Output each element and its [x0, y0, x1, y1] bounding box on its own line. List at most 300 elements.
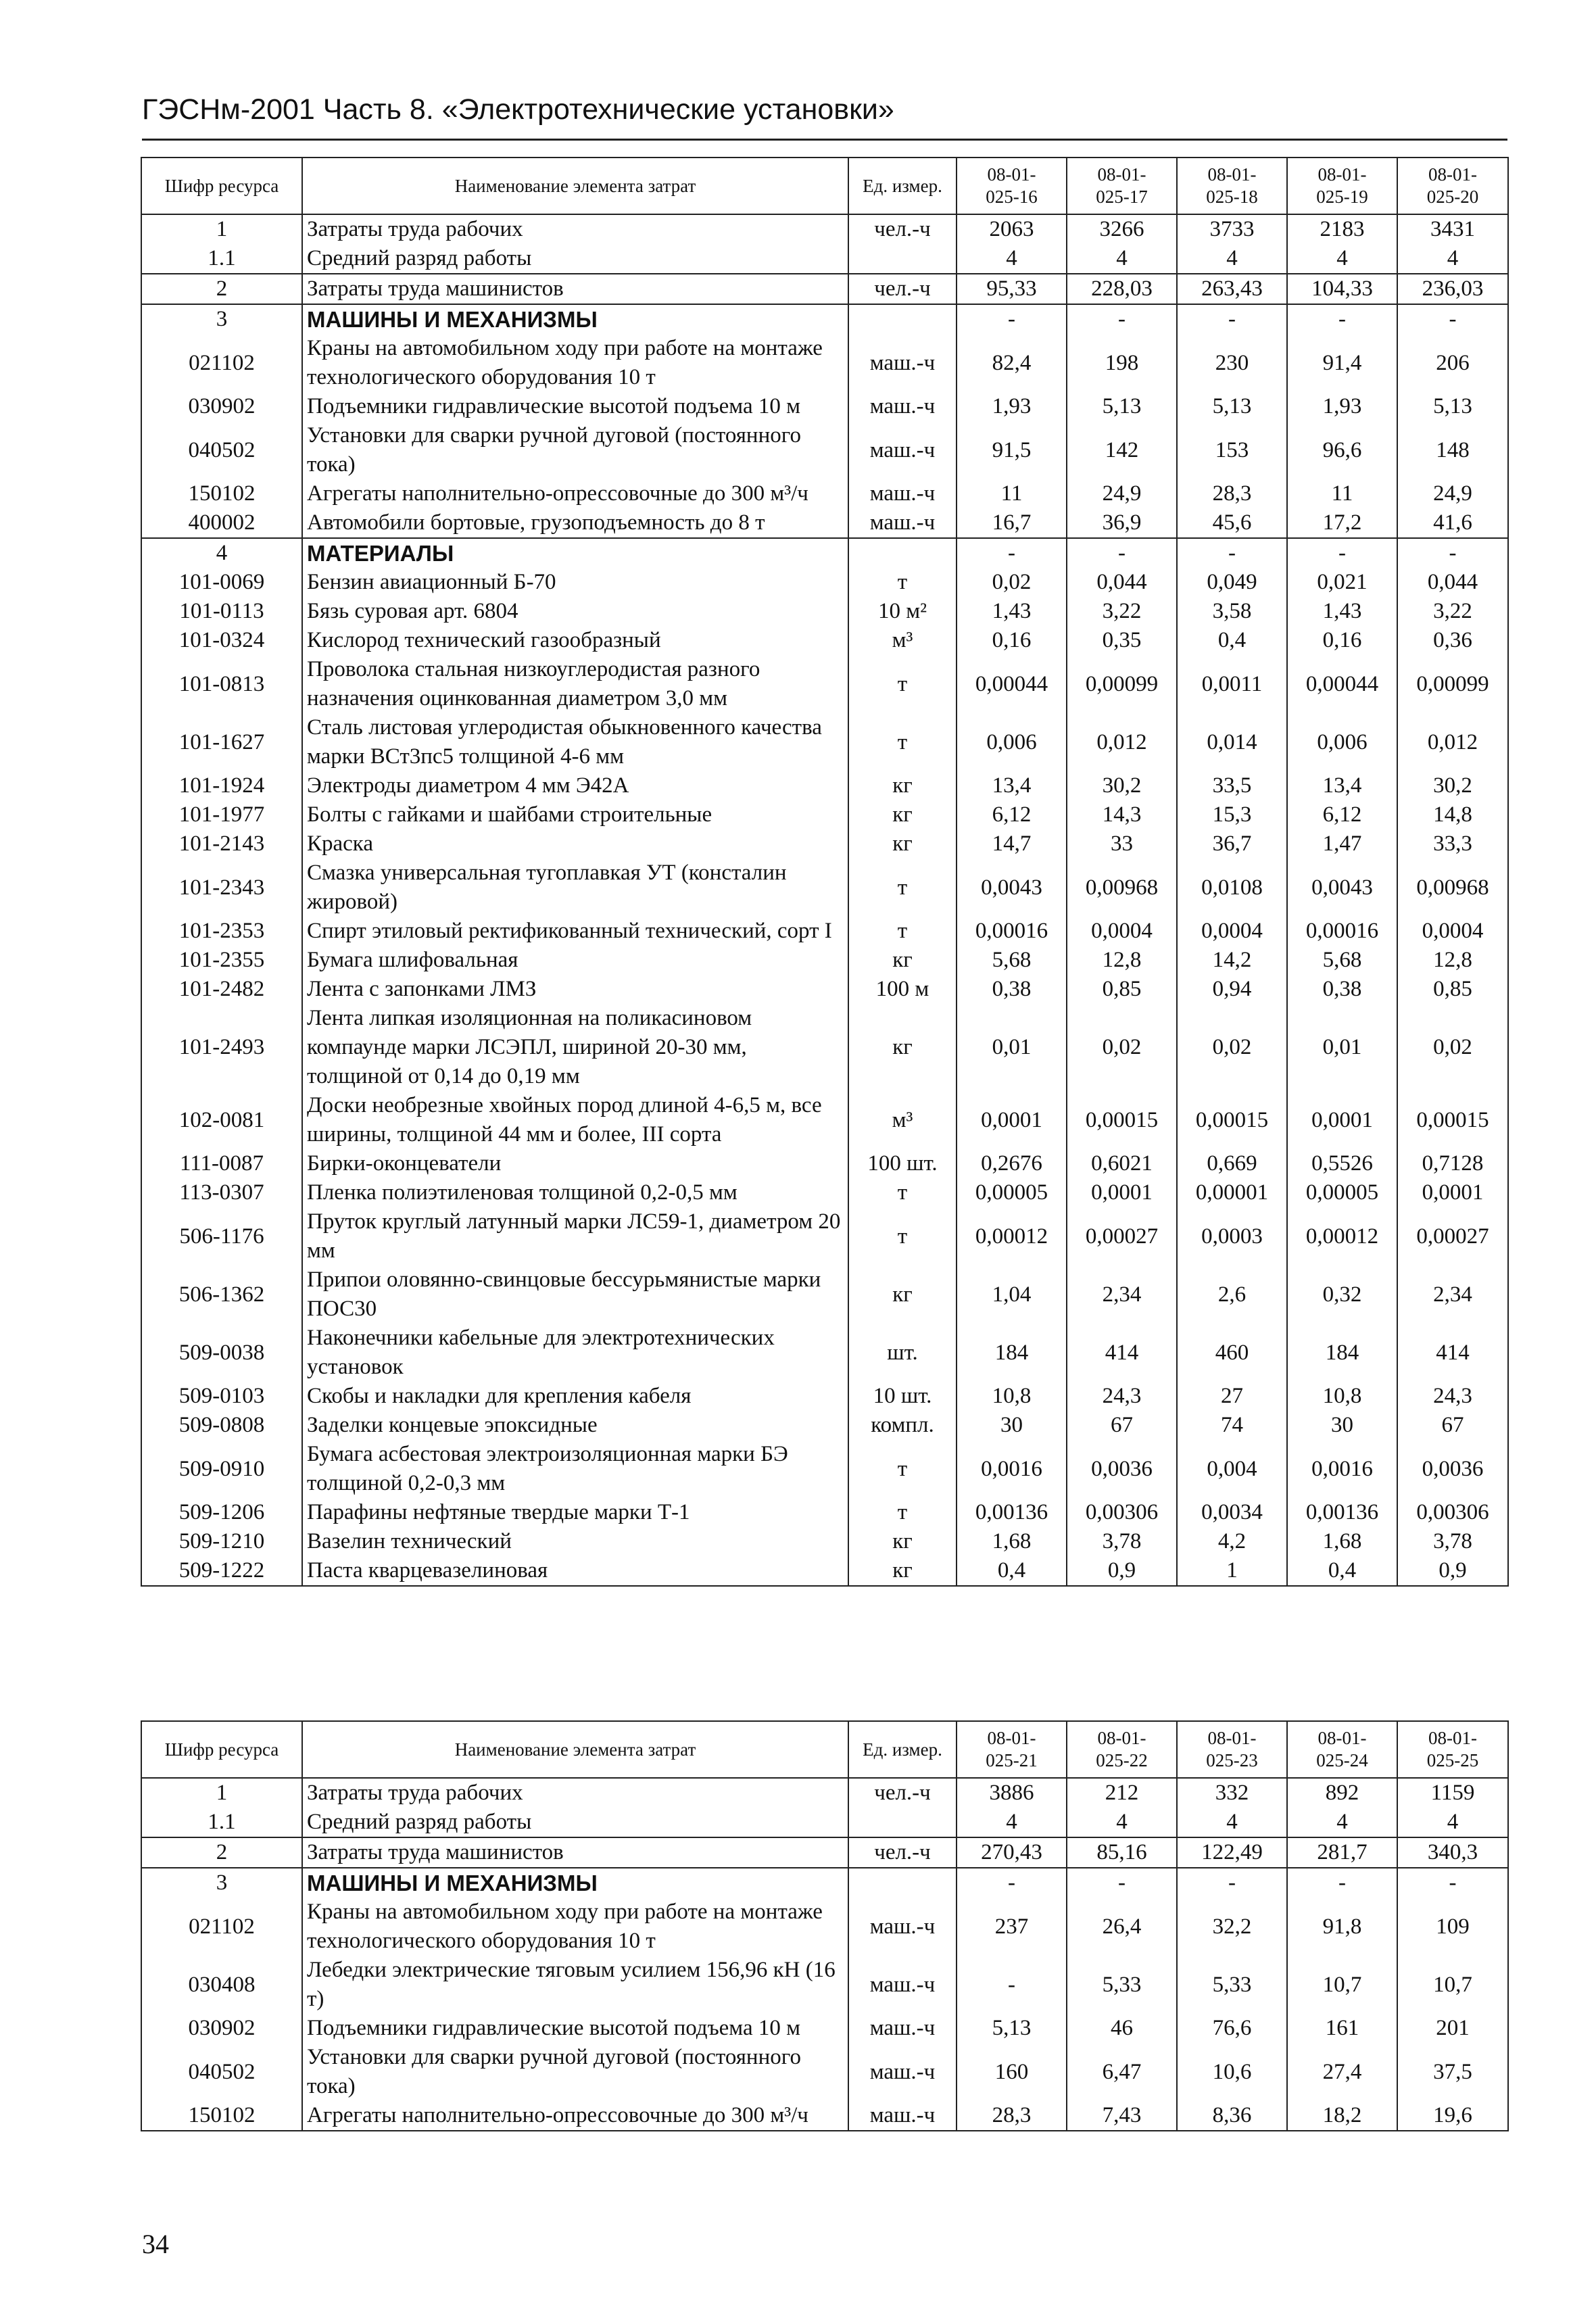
norm-value: 3,58 — [1177, 597, 1287, 626]
norm-value: 14,3 — [1067, 800, 1177, 829]
norm-value: 30,2 — [1067, 771, 1177, 800]
norm-value: 0,0001 — [1067, 1178, 1177, 1207]
table-row — [141, 334, 1508, 392]
column-header-norm: 08-01- 025-24 — [1287, 1721, 1397, 1778]
resource-name: Пленка полиэтиленовая толщиной 0,2-0,5 мм — [302, 1178, 848, 1207]
norm-value: 414 — [1397, 1324, 1508, 1382]
table-row — [141, 1411, 1508, 1440]
norm-value: 82,4 — [957, 334, 1067, 392]
column-header-code: Шифр ресурса — [141, 1721, 302, 1778]
norm-value: 0,00012 — [957, 1207, 1067, 1265]
unit-cell: 100 шт. — [848, 1149, 957, 1178]
norm-value: 11 — [1287, 479, 1397, 508]
norm-value: 0,00005 — [957, 1178, 1067, 1207]
norm-value: 14,8 — [1397, 800, 1508, 829]
page-header: ГЭСНм-2001 Часть 8. «Электротехнические установки» — [142, 93, 894, 126]
norm-value: 1,47 — [1287, 829, 1397, 859]
unit-cell: маш.-ч — [848, 479, 957, 508]
norm-value: 3733 — [1177, 214, 1287, 244]
norm-value: 0,5526 — [1287, 1149, 1397, 1178]
norm-value: 0,006 — [957, 713, 1067, 771]
norm-value: 15,3 — [1177, 800, 1287, 829]
resource-name: Электроды диаметром 4 мм Э42А — [302, 771, 848, 800]
unit-cell: маш.-ч — [848, 2043, 957, 2101]
norm-value: 0,38 — [1287, 975, 1397, 1004]
norm-value: 0,0036 — [1067, 1440, 1177, 1498]
unit-cell: чел.-ч — [848, 1778, 957, 1808]
table-row — [141, 655, 1508, 713]
unit-cell — [848, 1868, 957, 1898]
table-header-row — [141, 158, 1508, 214]
resource-name: Средний разряд работы — [302, 1808, 848, 1837]
norm-value: 0,021 — [1287, 568, 1397, 597]
table-row — [141, 1527, 1508, 1556]
norm-value: - — [1177, 538, 1287, 568]
resource-name: Паста кварцевазелиновая — [302, 1556, 848, 1586]
norm-value: 3431 — [1397, 214, 1508, 244]
unit-cell — [848, 244, 957, 274]
resource-name: Агрегаты наполнительно-опрессовочные до 300 м³/ч — [302, 479, 848, 508]
norm-value: 27 — [1177, 1382, 1287, 1411]
norm-value: 0,00968 — [1397, 859, 1508, 917]
norm-value: 0,38 — [957, 975, 1067, 1004]
norm-value: 36,9 — [1067, 508, 1177, 538]
resource-code: 113-0307 — [141, 1178, 302, 1207]
norm-value: 3,22 — [1397, 597, 1508, 626]
norm-value: 263,43 — [1177, 274, 1287, 304]
resource-code: 030902 — [141, 392, 302, 421]
table-row — [141, 568, 1508, 597]
norm-value: 1,04 — [957, 1265, 1067, 1324]
resource-name: Краска — [302, 829, 848, 859]
resource-name: Лебедки электрические тяговым усилием 156,96 кН (16 т) — [302, 1956, 848, 2014]
unit-cell: чел.-ч — [848, 274, 957, 304]
norm-value: 1,68 — [1287, 1527, 1397, 1556]
table-row — [141, 917, 1508, 946]
norm-value: 5,68 — [1287, 946, 1397, 975]
norm-value: 0,02 — [1177, 1004, 1287, 1091]
norm-value: - — [1067, 1868, 1177, 1898]
resource-name: Лента липкая изоляционная на поликасиновом компаунде марки ЛСЭПЛ, шириной 20-30 мм, толщиной от 0,14 до 0,19 мм — [302, 1004, 848, 1091]
unit-cell: т — [848, 713, 957, 771]
unit-cell: компл. — [848, 1411, 957, 1440]
norm-value: 30 — [957, 1411, 1067, 1440]
norm-value: 0,00136 — [957, 1498, 1067, 1527]
table-row — [141, 597, 1508, 626]
resource-code: 509-1210 — [141, 1527, 302, 1556]
norm-value: 0,00001 — [1177, 1178, 1287, 1207]
resource-code: 040502 — [141, 421, 302, 479]
norm-value: 0,02 — [1397, 1004, 1508, 1091]
table-row — [141, 1808, 1508, 1837]
norm-value: 2063 — [957, 214, 1067, 244]
norm-value: - — [957, 1956, 1067, 2014]
norm-value: 4 — [957, 244, 1067, 274]
norm-value: 206 — [1397, 334, 1508, 392]
norm-value: 17,2 — [1287, 508, 1397, 538]
norm-value: 4 — [1287, 1808, 1397, 1837]
norm-value: - — [1397, 538, 1508, 568]
norm-value: 0,00099 — [1397, 655, 1508, 713]
resource-code: 101-1627 — [141, 713, 302, 771]
norm-value: 0,00016 — [1287, 917, 1397, 946]
norm-value: - — [1397, 1868, 1508, 1898]
norm-value: 184 — [957, 1324, 1067, 1382]
norm-value: - — [1287, 538, 1397, 568]
norm-value: 228,03 — [1067, 274, 1177, 304]
norm-value: 0,049 — [1177, 568, 1287, 597]
resource-code: 101-2353 — [141, 917, 302, 946]
table-row — [141, 859, 1508, 917]
table-row — [141, 1091, 1508, 1149]
norm-value: 4 — [1067, 1808, 1177, 1837]
table-row — [141, 1382, 1508, 1411]
norm-value: 30 — [1287, 1411, 1397, 1440]
norm-value: 0,0036 — [1397, 1440, 1508, 1498]
norm-value: 41,6 — [1397, 508, 1508, 538]
resource-name: Затраты труда рабочих — [302, 1778, 848, 1808]
resource-name: Затраты труда рабочих — [302, 214, 848, 244]
norm-value: 10,7 — [1287, 1956, 1397, 2014]
norm-value: 2,34 — [1397, 1265, 1508, 1324]
resource-name: Сталь листовая углеродистая обыкновенного качества марки ВСт3пс5 толщиной 4-6 мм — [302, 713, 848, 771]
table-header-row — [141, 1721, 1508, 1778]
norm-value: 5,33 — [1177, 1956, 1287, 2014]
resource-code: 1 — [141, 214, 302, 244]
resource-name: Агрегаты наполнительно-опрессовочные до 300 м³/ч — [302, 2101, 848, 2131]
norm-value: 0,00005 — [1287, 1178, 1397, 1207]
resource-code: 506-1176 — [141, 1207, 302, 1265]
norm-value: 67 — [1067, 1411, 1177, 1440]
table-row — [141, 626, 1508, 655]
table-row — [141, 1956, 1508, 2014]
norm-value: 104,33 — [1287, 274, 1397, 304]
unit-cell: кг — [848, 946, 957, 975]
table-row — [141, 1898, 1508, 1956]
norm-value: 5,13 — [1067, 392, 1177, 421]
norm-value: 4,2 — [1177, 1527, 1287, 1556]
norm-value: 10,7 — [1397, 1956, 1508, 2014]
norm-value: 0,00136 — [1287, 1498, 1397, 1527]
norm-value: - — [957, 1868, 1067, 1898]
norm-value: 7,43 — [1067, 2101, 1177, 2131]
norm-value: 28,3 — [957, 2101, 1067, 2131]
norm-value: 281,7 — [1287, 1837, 1397, 1868]
norm-value: - — [1067, 304, 1177, 334]
resource-name: Пруток круглый латунный марки ЛС59-1, диаметром 20 мм — [302, 1207, 848, 1265]
norm-value: 0,012 — [1397, 713, 1508, 771]
table-row — [141, 508, 1508, 538]
section-row — [141, 1868, 1508, 1898]
resource-code: 509-0103 — [141, 1382, 302, 1411]
norm-value: 161 — [1287, 2014, 1397, 2043]
unit-cell: кг — [848, 1004, 957, 1091]
norm-value: 0,0108 — [1177, 859, 1287, 917]
norm-value: 3,22 — [1067, 597, 1177, 626]
table-row — [141, 1778, 1508, 1808]
resource-code: 3 — [141, 304, 302, 334]
resource-code: 030408 — [141, 1956, 302, 2014]
norm-value: 0,0016 — [957, 1440, 1067, 1498]
norm-value: 14,2 — [1177, 946, 1287, 975]
norm-value: 0,16 — [1287, 626, 1397, 655]
resource-name: Автомобили бортовые, грузоподъемность до 8 т — [302, 508, 848, 538]
resource-name: Бирки-оконцеватели — [302, 1149, 848, 1178]
resource-name: Установки для сварки ручной дуговой (постоянного тока) — [302, 421, 848, 479]
norm-value: 0,0043 — [1287, 859, 1397, 917]
norm-value: - — [957, 304, 1067, 334]
table-row — [141, 713, 1508, 771]
table-row — [141, 1440, 1508, 1498]
resource-name: Бумага асбестовая электроизоляционная марки БЭ толщиной 0,2-0,3 мм — [302, 1440, 848, 1498]
unit-cell: кг — [848, 771, 957, 800]
norm-value: - — [1177, 304, 1287, 334]
norm-value: - — [1287, 1868, 1397, 1898]
norm-value: 0,00027 — [1067, 1207, 1177, 1265]
resource-code: 509-0038 — [141, 1324, 302, 1382]
resource-code: 101-0813 — [141, 655, 302, 713]
resource-code: 3 — [141, 1868, 302, 1898]
norm-value: 892 — [1287, 1778, 1397, 1808]
norm-value: 1,93 — [1287, 392, 1397, 421]
norm-value: 0,00015 — [1397, 1091, 1508, 1149]
norm-value: 153 — [1177, 421, 1287, 479]
norm-value: 3886 — [957, 1778, 1067, 1808]
norm-value: 19,6 — [1397, 2101, 1508, 2131]
norm-value: 0,6021 — [1067, 1149, 1177, 1178]
resource-name: Краны на автомобильном ходу при работе на монтаже технологического оборудования 10 т — [302, 334, 848, 392]
resource-code: 101-0069 — [141, 568, 302, 597]
resource-name: Доски необрезные хвойных пород длиной 4-6,5 м, все ширины, толщиной 44 мм и более, III сорта — [302, 1091, 848, 1149]
norm-value: 0,7128 — [1397, 1149, 1508, 1178]
norm-value: 0,00016 — [957, 917, 1067, 946]
resource-name: Установки для сварки ручной дуговой (постоянного тока) — [302, 2043, 848, 2101]
norm-value: 85,16 — [1067, 1837, 1177, 1868]
unit-cell: 100 м — [848, 975, 957, 1004]
resource-code: 150102 — [141, 2101, 302, 2131]
column-header-norm: 08-01- 025-25 — [1397, 1721, 1508, 1778]
norm-value: 24,9 — [1067, 479, 1177, 508]
norm-value: 332 — [1177, 1778, 1287, 1808]
table-row — [141, 2101, 1508, 2131]
resource-name: Затраты труда машинистов — [302, 1837, 848, 1868]
norm-value: 0,02 — [1067, 1004, 1177, 1091]
norm-value: - — [1287, 304, 1397, 334]
column-header-unit: Ед. измер. — [848, 1721, 957, 1778]
table-row — [141, 1498, 1508, 1527]
norm-value: 91,4 — [1287, 334, 1397, 392]
unit-cell: маш.-ч — [848, 392, 957, 421]
norm-value: 4 — [1397, 1808, 1508, 1837]
norm-value: 0,4 — [1177, 626, 1287, 655]
resource-code: 101-2482 — [141, 975, 302, 1004]
resource-code: 101-2343 — [141, 859, 302, 917]
table-row — [141, 2043, 1508, 2101]
norm-value: 0,012 — [1067, 713, 1177, 771]
norm-value: 1,93 — [957, 392, 1067, 421]
resource-code: 101-2355 — [141, 946, 302, 975]
resource-name: Краны на автомобильном ходу при работе на монтаже технологического оборудования 10 т — [302, 1898, 848, 1956]
unit-cell: маш.-ч — [848, 1956, 957, 2014]
norm-value: 0,00044 — [957, 655, 1067, 713]
resource-name: Бязь суровая арт. 6804 — [302, 597, 848, 626]
column-header-name: Наименование элемента затрат — [302, 1721, 848, 1778]
norm-value: 30,2 — [1397, 771, 1508, 800]
norm-value: 2,6 — [1177, 1265, 1287, 1324]
norm-value: 4 — [1397, 244, 1508, 274]
norm-value: 0,2676 — [957, 1149, 1067, 1178]
norm-value: 109 — [1397, 1898, 1508, 1956]
norm-value: 0,4 — [1287, 1556, 1397, 1586]
resource-code: 021102 — [141, 334, 302, 392]
norm-value: 95,33 — [957, 274, 1067, 304]
resource-name: Затраты труда машинистов — [302, 274, 848, 304]
norm-value: 76,6 — [1177, 2014, 1287, 2043]
norm-value: 33 — [1067, 829, 1177, 859]
unit-cell: т — [848, 1178, 957, 1207]
resource-name: Припои оловянно-свинцовые бессурьмянистые марки ПОС30 — [302, 1265, 848, 1324]
column-header-name: Наименование элемента затрат — [302, 158, 848, 214]
resource-code: 101-2143 — [141, 829, 302, 859]
norm-value: 5,13 — [957, 2014, 1067, 2043]
norm-value: 237 — [957, 1898, 1067, 1956]
norm-value: 91,5 — [957, 421, 1067, 479]
column-header-norm: 08-01- 025-22 — [1067, 1721, 1177, 1778]
resource-name: Заделки концевые эпоксидные — [302, 1411, 848, 1440]
norm-value: 2,34 — [1067, 1265, 1177, 1324]
norm-value: 0,01 — [957, 1004, 1067, 1091]
norm-value: 0,94 — [1177, 975, 1287, 1004]
norm-value: - — [1397, 304, 1508, 334]
table-row — [141, 2014, 1508, 2043]
norm-value: 1 — [1177, 1556, 1287, 1586]
resource-name: Парафины нефтяные твердые марки Т-1 — [302, 1498, 848, 1527]
norm-value: 24,9 — [1397, 479, 1508, 508]
norm-value: 212 — [1067, 1778, 1177, 1808]
unit-cell — [848, 538, 957, 568]
resource-code: 111-0087 — [141, 1149, 302, 1178]
norm-value: 0,0003 — [1177, 1207, 1287, 1265]
resource-table-2 — [141, 1720, 1509, 2131]
resource-name: Скобы и накладки для крепления кабеля — [302, 1382, 848, 1411]
norm-value: 0,00099 — [1067, 655, 1177, 713]
norm-value: 5,33 — [1067, 1956, 1177, 2014]
norm-value: 91,8 — [1287, 1898, 1397, 1956]
resource-name: МАТЕРИАЛЫ — [302, 538, 848, 568]
resource-code: 509-0910 — [141, 1440, 302, 1498]
norm-value: 0,85 — [1067, 975, 1177, 1004]
resource-code: 506-1362 — [141, 1265, 302, 1324]
resource-code: 1 — [141, 1778, 302, 1808]
resource-name: Бумага шлифовальная — [302, 946, 848, 975]
norm-value: 1159 — [1397, 1778, 1508, 1808]
norm-value: 0,0011 — [1177, 655, 1287, 713]
column-header-norm: 08-01- 025-19 — [1287, 158, 1397, 214]
norm-value: 37,5 — [1397, 2043, 1508, 2101]
unit-cell — [848, 304, 957, 334]
column-header-norm: 08-01- 025-18 — [1177, 158, 1287, 214]
resource-code: 101-2493 — [141, 1004, 302, 1091]
table-row — [141, 214, 1508, 244]
resource-name: Спирт этиловый ректификованный технический, сорт I — [302, 917, 848, 946]
norm-value: 148 — [1397, 421, 1508, 479]
table-row — [141, 1324, 1508, 1382]
norm-value: 0,36 — [1397, 626, 1508, 655]
norm-value: 270,43 — [957, 1837, 1067, 1868]
norm-value: 2183 — [1287, 214, 1397, 244]
norm-value: 5,68 — [957, 946, 1067, 975]
norm-value: 24,3 — [1067, 1382, 1177, 1411]
unit-cell: т — [848, 917, 957, 946]
norm-value: 16,7 — [957, 508, 1067, 538]
norm-value: 14,7 — [957, 829, 1067, 859]
column-header-norm: 08-01- 025-17 — [1067, 158, 1177, 214]
norm-value: 4 — [957, 1808, 1067, 1837]
norm-value: 1,43 — [957, 597, 1067, 626]
unit-cell: маш.-ч — [848, 508, 957, 538]
norm-value: 4 — [1067, 244, 1177, 274]
norm-value: 18,2 — [1287, 2101, 1397, 2131]
resource-code: 030902 — [141, 2014, 302, 2043]
unit-cell: маш.-ч — [848, 334, 957, 392]
norm-value: 3,78 — [1397, 1527, 1508, 1556]
resource-name: Наконечники кабельные для электротехнических установок — [302, 1324, 848, 1382]
column-header-norm: 08-01- 025-16 — [957, 158, 1067, 214]
norm-value: 27,4 — [1287, 2043, 1397, 2101]
norm-value: 6,47 — [1067, 2043, 1177, 2101]
unit-cell: кг — [848, 800, 957, 829]
norm-value: 0,32 — [1287, 1265, 1397, 1324]
resource-name: Подъемники гидравлические высотой подъема 10 м — [302, 2014, 848, 2043]
norm-value: 10,8 — [957, 1382, 1067, 1411]
unit-cell: т — [848, 1498, 957, 1527]
resource-code: 150102 — [141, 479, 302, 508]
table-row — [141, 1556, 1508, 1586]
unit-cell: чел.-ч — [848, 214, 957, 244]
column-header-norm: 08-01- 025-20 — [1397, 158, 1508, 214]
resource-code: 400002 — [141, 508, 302, 538]
norm-value: 0,00306 — [1397, 1498, 1508, 1527]
norm-value: 10,6 — [1177, 2043, 1287, 2101]
norm-value: 0,00015 — [1177, 1091, 1287, 1149]
table-row — [141, 274, 1508, 304]
norm-value: 0,006 — [1287, 713, 1397, 771]
unit-cell: т — [848, 568, 957, 597]
table-row — [141, 800, 1508, 829]
norm-value: - — [1177, 1868, 1287, 1898]
norm-value: 46 — [1067, 2014, 1177, 2043]
norm-value: 198 — [1067, 334, 1177, 392]
resource-name: Проволока стальная низкоуглеродистая разного назначения оцинкованная диаметром 3,0 мм — [302, 655, 848, 713]
norm-value: 230 — [1177, 334, 1287, 392]
table-row — [141, 479, 1508, 508]
table-row — [141, 1149, 1508, 1178]
norm-value: 6,12 — [1287, 800, 1397, 829]
column-header-norm: 08-01- 025-23 — [1177, 1721, 1287, 1778]
norm-value: 0,00027 — [1397, 1207, 1508, 1265]
resource-code: 509-0808 — [141, 1411, 302, 1440]
norm-value: 12,8 — [1397, 946, 1508, 975]
table-row — [141, 421, 1508, 479]
page-number: 34 — [142, 2229, 169, 2259]
norm-value: 236,03 — [1397, 274, 1508, 304]
resource-code: 021102 — [141, 1898, 302, 1956]
column-header-code: Шифр ресурса — [141, 158, 302, 214]
table-row — [141, 829, 1508, 859]
table-row — [141, 771, 1508, 800]
unit-cell: т — [848, 1440, 957, 1498]
norm-value: - — [957, 538, 1067, 568]
